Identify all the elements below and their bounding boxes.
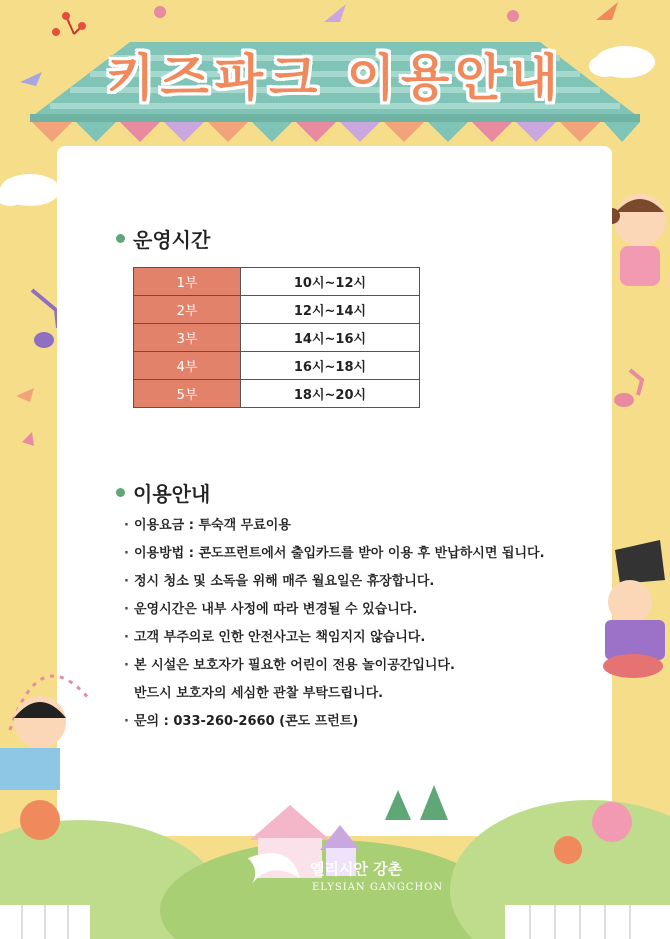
bullet-mark: ·: [124, 602, 129, 617]
bullet-mark: ·: [124, 658, 129, 673]
part-cell: 2부: [134, 296, 241, 324]
hours-table: [133, 267, 420, 408]
hours-section-title: [116, 224, 210, 253]
drummer-character-illustration: [585, 540, 670, 680]
time-cell: 16시~18시: [241, 352, 420, 380]
guide-line-text: 고객 부주의로 인한 안전사고는 책임지지 않습니다.: [134, 630, 426, 645]
bullet-mark: ·: [124, 546, 129, 561]
part-cell: 5부: [134, 380, 241, 408]
bullet-mark: ·: [124, 630, 129, 645]
list-item: [124, 708, 545, 736]
guide-line-text: 운영시간은 내부 사정에 따라 변경될 수 있습니다.: [134, 602, 418, 617]
guide-title-text: 이용안내: [133, 482, 211, 506]
list-item: [124, 652, 545, 680]
time-cell: 12시~14시: [241, 296, 420, 324]
table-row: [134, 268, 420, 296]
logo-english-text: ELYSIAN GANGCHON: [312, 882, 444, 893]
guide-line-text: 정시 청소 및 소독을 위해 매주 월요일은 휴장합니다.: [134, 574, 435, 589]
bullet-mark: ·: [124, 714, 129, 729]
list-item: [124, 568, 545, 596]
guide-line-text: 반드시 보호자의 세심한 관찰 부탁드립니다.: [134, 686, 384, 701]
guide-list: [124, 512, 545, 736]
time-cell: 14시~16시: [241, 324, 420, 352]
part-cell: 1부: [134, 268, 241, 296]
list-item: [124, 512, 545, 540]
part-cell: 3부: [134, 324, 241, 352]
page-title: 키즈파크 이용안내: [106, 49, 564, 107]
bullet-dot-icon: [116, 234, 125, 243]
bullet-mark: ·: [124, 518, 129, 533]
hours-title-text: 운영시간: [133, 228, 211, 252]
guide-line-text: 본 시설은 보호자가 필요한 어린이 전용 놀이공간입니다.: [134, 658, 455, 673]
guide-line-text: 이용요금 : 투숙객 무료이용: [134, 518, 291, 533]
guide-line-text: 문의 : 033-260-2660 (콘도 프런트): [134, 714, 359, 729]
table-row: [134, 324, 420, 352]
part-cell: 4부: [134, 352, 241, 380]
logo-korean-text: 엘리시안 강촌: [310, 860, 403, 878]
table-row: [134, 296, 420, 324]
time-cell: 10시~12시: [241, 268, 420, 296]
table-row: [134, 380, 420, 408]
time-cell: 18시~20시: [241, 380, 420, 408]
bullet-dot-icon: [116, 488, 125, 497]
left-decorations: [0, 160, 60, 460]
guide-line-text: 이용방법 : 콘도프런트에서 출입카드를 받아 이용 후 반납하시면 됩니다.: [134, 546, 545, 561]
bullet-mark: ·: [124, 574, 129, 589]
guide-section-title: [116, 478, 210, 507]
list-item: [124, 540, 545, 568]
list-item: [124, 680, 545, 708]
table-row: [134, 352, 420, 380]
girl-character-illustration: [0, 640, 100, 790]
list-item: [124, 624, 545, 652]
list-item: [124, 596, 545, 624]
